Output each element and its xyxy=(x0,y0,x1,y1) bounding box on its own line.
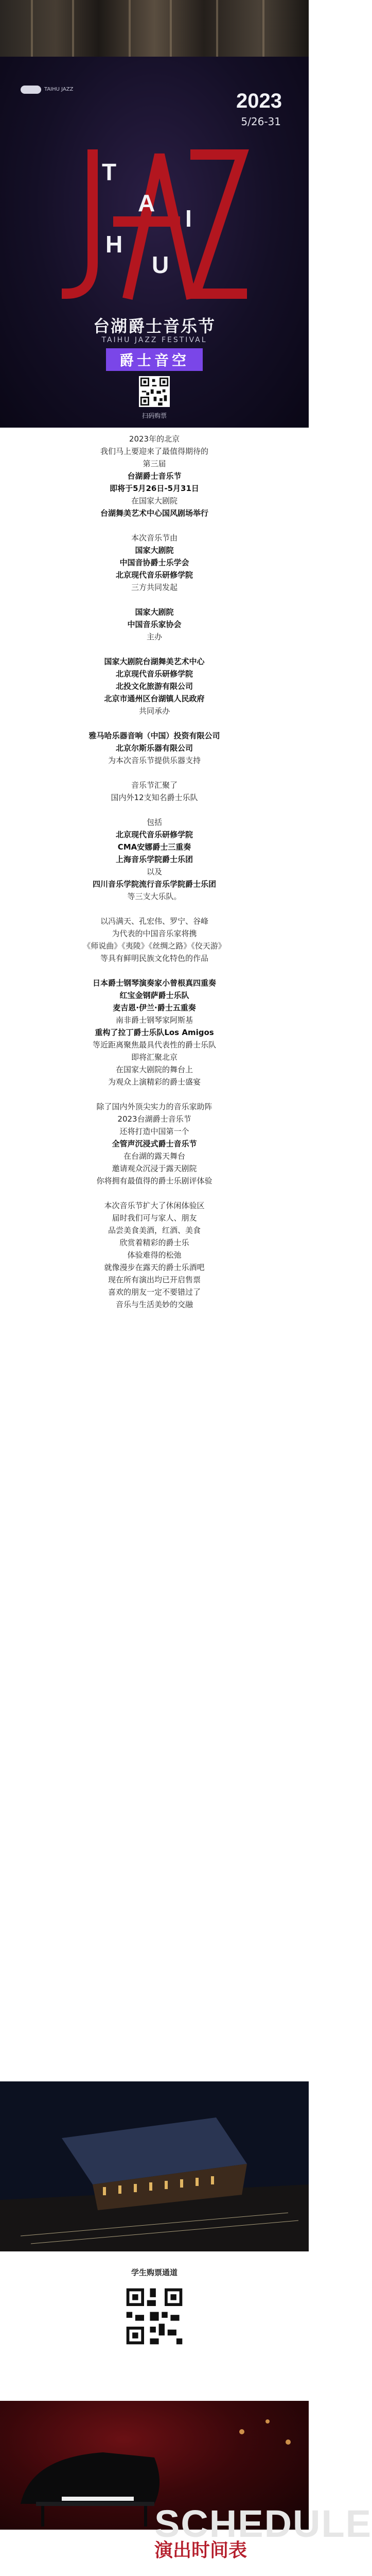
intro-line: 品尝美食美酒，红酒、美食 xyxy=(108,1226,201,1235)
intro-line: 南非爵士钢琴家阿斯基 xyxy=(115,1015,193,1025)
intro-line: 共同承办 xyxy=(138,706,170,716)
festival-poster xyxy=(0,57,309,428)
intro-line: 2023台湖爵士音乐节 xyxy=(117,1114,191,1124)
intro-line: 国家大剧院台湖舞美艺术中心 xyxy=(104,657,205,666)
intro-line: 就像漫步在露天的爵士乐酒吧 xyxy=(104,1263,205,1272)
intro-spacer xyxy=(0,1088,309,1100)
intro-line: 北京现代音乐研修学院 xyxy=(115,830,193,839)
intro-line: 2023年的北京 xyxy=(129,434,180,444)
intro-line: 欣赏着精彩的爵士乐 xyxy=(119,1238,189,1247)
intro-line: 北京市通州区台湖镇人民政府 xyxy=(104,694,205,703)
student-ticket-section xyxy=(0,2267,309,2278)
schedule-header xyxy=(0,2401,372,2576)
intro-line: 音乐与生活美妙的交融 xyxy=(115,1300,193,1309)
intro-line: 即将于5月26日-5月31日 xyxy=(110,484,199,493)
intro-spacer xyxy=(0,643,309,655)
intro-line: 上海音乐学院爵士乐团 xyxy=(115,855,193,864)
venue-night-photo xyxy=(0,2081,309,2251)
schedule-title-cn: 演出时间表 xyxy=(154,2540,247,2561)
intro-spacer xyxy=(0,804,309,816)
jazz-letters-graphic xyxy=(57,144,252,304)
intro-line: 北京现代音乐研修学院 xyxy=(115,570,193,580)
intro-line: 等近距离聚焦最具代表性的爵士乐队 xyxy=(92,1040,216,1049)
intro-line: 主办 xyxy=(146,632,162,641)
intro-line: 北投文化旅游有限公司 xyxy=(115,682,193,691)
intro-line: 本次音乐节由 xyxy=(131,533,178,543)
poster-year: 2023 xyxy=(236,90,282,112)
student-ticket-caption: 学生购票通道 xyxy=(131,2268,178,2277)
intro-line: 在台湖的露天舞台 xyxy=(123,1151,185,1161)
svg-text:I: I xyxy=(185,205,192,232)
festival-title-cn: 台湖爵士音乐节 xyxy=(93,316,216,336)
student-ticket-qr-code[interactable] xyxy=(123,2285,185,2347)
intro-line: 国家大剧院 xyxy=(135,546,174,555)
intro-line: 以及 xyxy=(146,867,162,876)
ticket-qr-caption: 扫码购票 xyxy=(141,412,167,419)
ncpa-logo-icon xyxy=(21,86,41,94)
intro-line: 日本爵士钢琴演奏家小曾根真四重奏 xyxy=(92,978,216,988)
schedule-title-en: SCHEDULE xyxy=(154,2502,372,2545)
intro-line: 为观众上演精彩的爵士盛宴 xyxy=(108,1077,201,1087)
intro-line: 体验难得的松弛 xyxy=(127,1250,182,1260)
intro-line: 本次音乐节扩大了休闲体验区 xyxy=(104,1201,205,1210)
intro-line: 红宝金钢萨爵士乐队 xyxy=(119,991,189,1000)
svg-text:H: H xyxy=(105,231,123,258)
intro-line: 雅马哈乐器音响（中国）投资有限公司 xyxy=(88,731,220,740)
ticket-qr-code[interactable] xyxy=(139,376,170,407)
intro-line: 麦吉恩·伊兰·爵士五重奏 xyxy=(113,1003,196,1012)
venue-interior-photo xyxy=(0,0,309,57)
intro-line: 《师说曲》《夷陵》《丝绸之路》《佼天游》 xyxy=(83,941,226,951)
intro-line: 等具有鲜明民族文化特色的作品 xyxy=(100,954,208,963)
intro-line: 音乐节汇聚了 xyxy=(131,781,178,790)
intro-spacer xyxy=(0,1187,309,1199)
intro-line: 即将汇聚北京 xyxy=(131,1053,178,1062)
festival-title-en: TAIHU JAZZ FESTIVAL xyxy=(101,336,207,344)
svg-text:A: A xyxy=(138,190,155,216)
intro-line: 四川音乐学院流行音乐学院爵士乐团 xyxy=(92,879,216,889)
intro-line: 在国家大剧院 xyxy=(131,496,178,505)
intro-line: 现在所有演出均已开启售票 xyxy=(108,1275,201,1284)
intro-line: 包括 xyxy=(146,818,162,827)
intro-line: 北京尔斯乐器有限公司 xyxy=(115,743,193,753)
intro-line: 你将拥有最值得的爵士乐剧评体验 xyxy=(96,1176,212,1185)
intro-spacer xyxy=(0,767,309,779)
intro-spacer xyxy=(0,519,309,532)
intro-spacer xyxy=(0,594,309,606)
intro-line: 台湖爵士音乐节 xyxy=(127,471,182,481)
intro-spacer xyxy=(0,903,309,915)
intro-line: 中国音协爵士乐学会 xyxy=(119,558,189,567)
intro-line: 除了国内外顶尖实力的音乐家助阵 xyxy=(96,1102,212,1111)
intro-line: 在国家大剧院的舞台上 xyxy=(115,1065,193,1074)
intro-line: 第三届 xyxy=(143,459,166,468)
svg-text:U: U xyxy=(152,251,169,278)
intro-line: 等三支大乐队。 xyxy=(127,892,182,901)
intro-line: CMA安娜爵士三重奏 xyxy=(117,842,191,852)
intro-line: 我们马上要迎来了最值得期待的 xyxy=(100,447,208,456)
intro-line: 还将打造中国第一个 xyxy=(119,1127,189,1136)
svg-text:T: T xyxy=(102,159,117,185)
intro-line: 为代表的中国音乐家将携 xyxy=(112,929,197,938)
intro-line: 国内外12支知名爵士乐队 xyxy=(111,793,198,802)
intro-line: 国家大剧院 xyxy=(135,607,174,617)
intro-line: 重构了拉丁爵士乐队Los Amigos xyxy=(95,1028,214,1037)
intro-line: 三方共同发起 xyxy=(131,583,178,592)
intro-line: 全管声沉浸式爵士音乐节 xyxy=(112,1139,197,1148)
intro-line: 届时我们可与家人、朋友 xyxy=(112,1213,197,1223)
intro-line: 喜欢的朋友一定不要错过了 xyxy=(108,1287,201,1297)
intro-line: 北京现代音乐研修学院 xyxy=(115,669,193,679)
intro-line: 台湖舞美艺术中心国风剧场举行 xyxy=(100,509,208,518)
poster-dates: 5/26-31 xyxy=(241,115,281,128)
intro-line: 以冯满天、孔宏伟、罗宁、谷峰 xyxy=(100,917,208,926)
intro-spacer xyxy=(0,717,309,730)
intro-line: 中国音乐家协会 xyxy=(127,620,182,629)
logo-caption: TAIHU JAZZ xyxy=(44,87,74,92)
festival-theme-badge: 爵士音空 xyxy=(106,348,203,371)
intro-spacer xyxy=(0,964,309,977)
intro-line: 邀请观众沉浸于露天剧院 xyxy=(112,1164,197,1173)
intro-text xyxy=(0,433,309,1311)
intro-line: 为本次音乐节提供乐器支持 xyxy=(108,756,201,765)
